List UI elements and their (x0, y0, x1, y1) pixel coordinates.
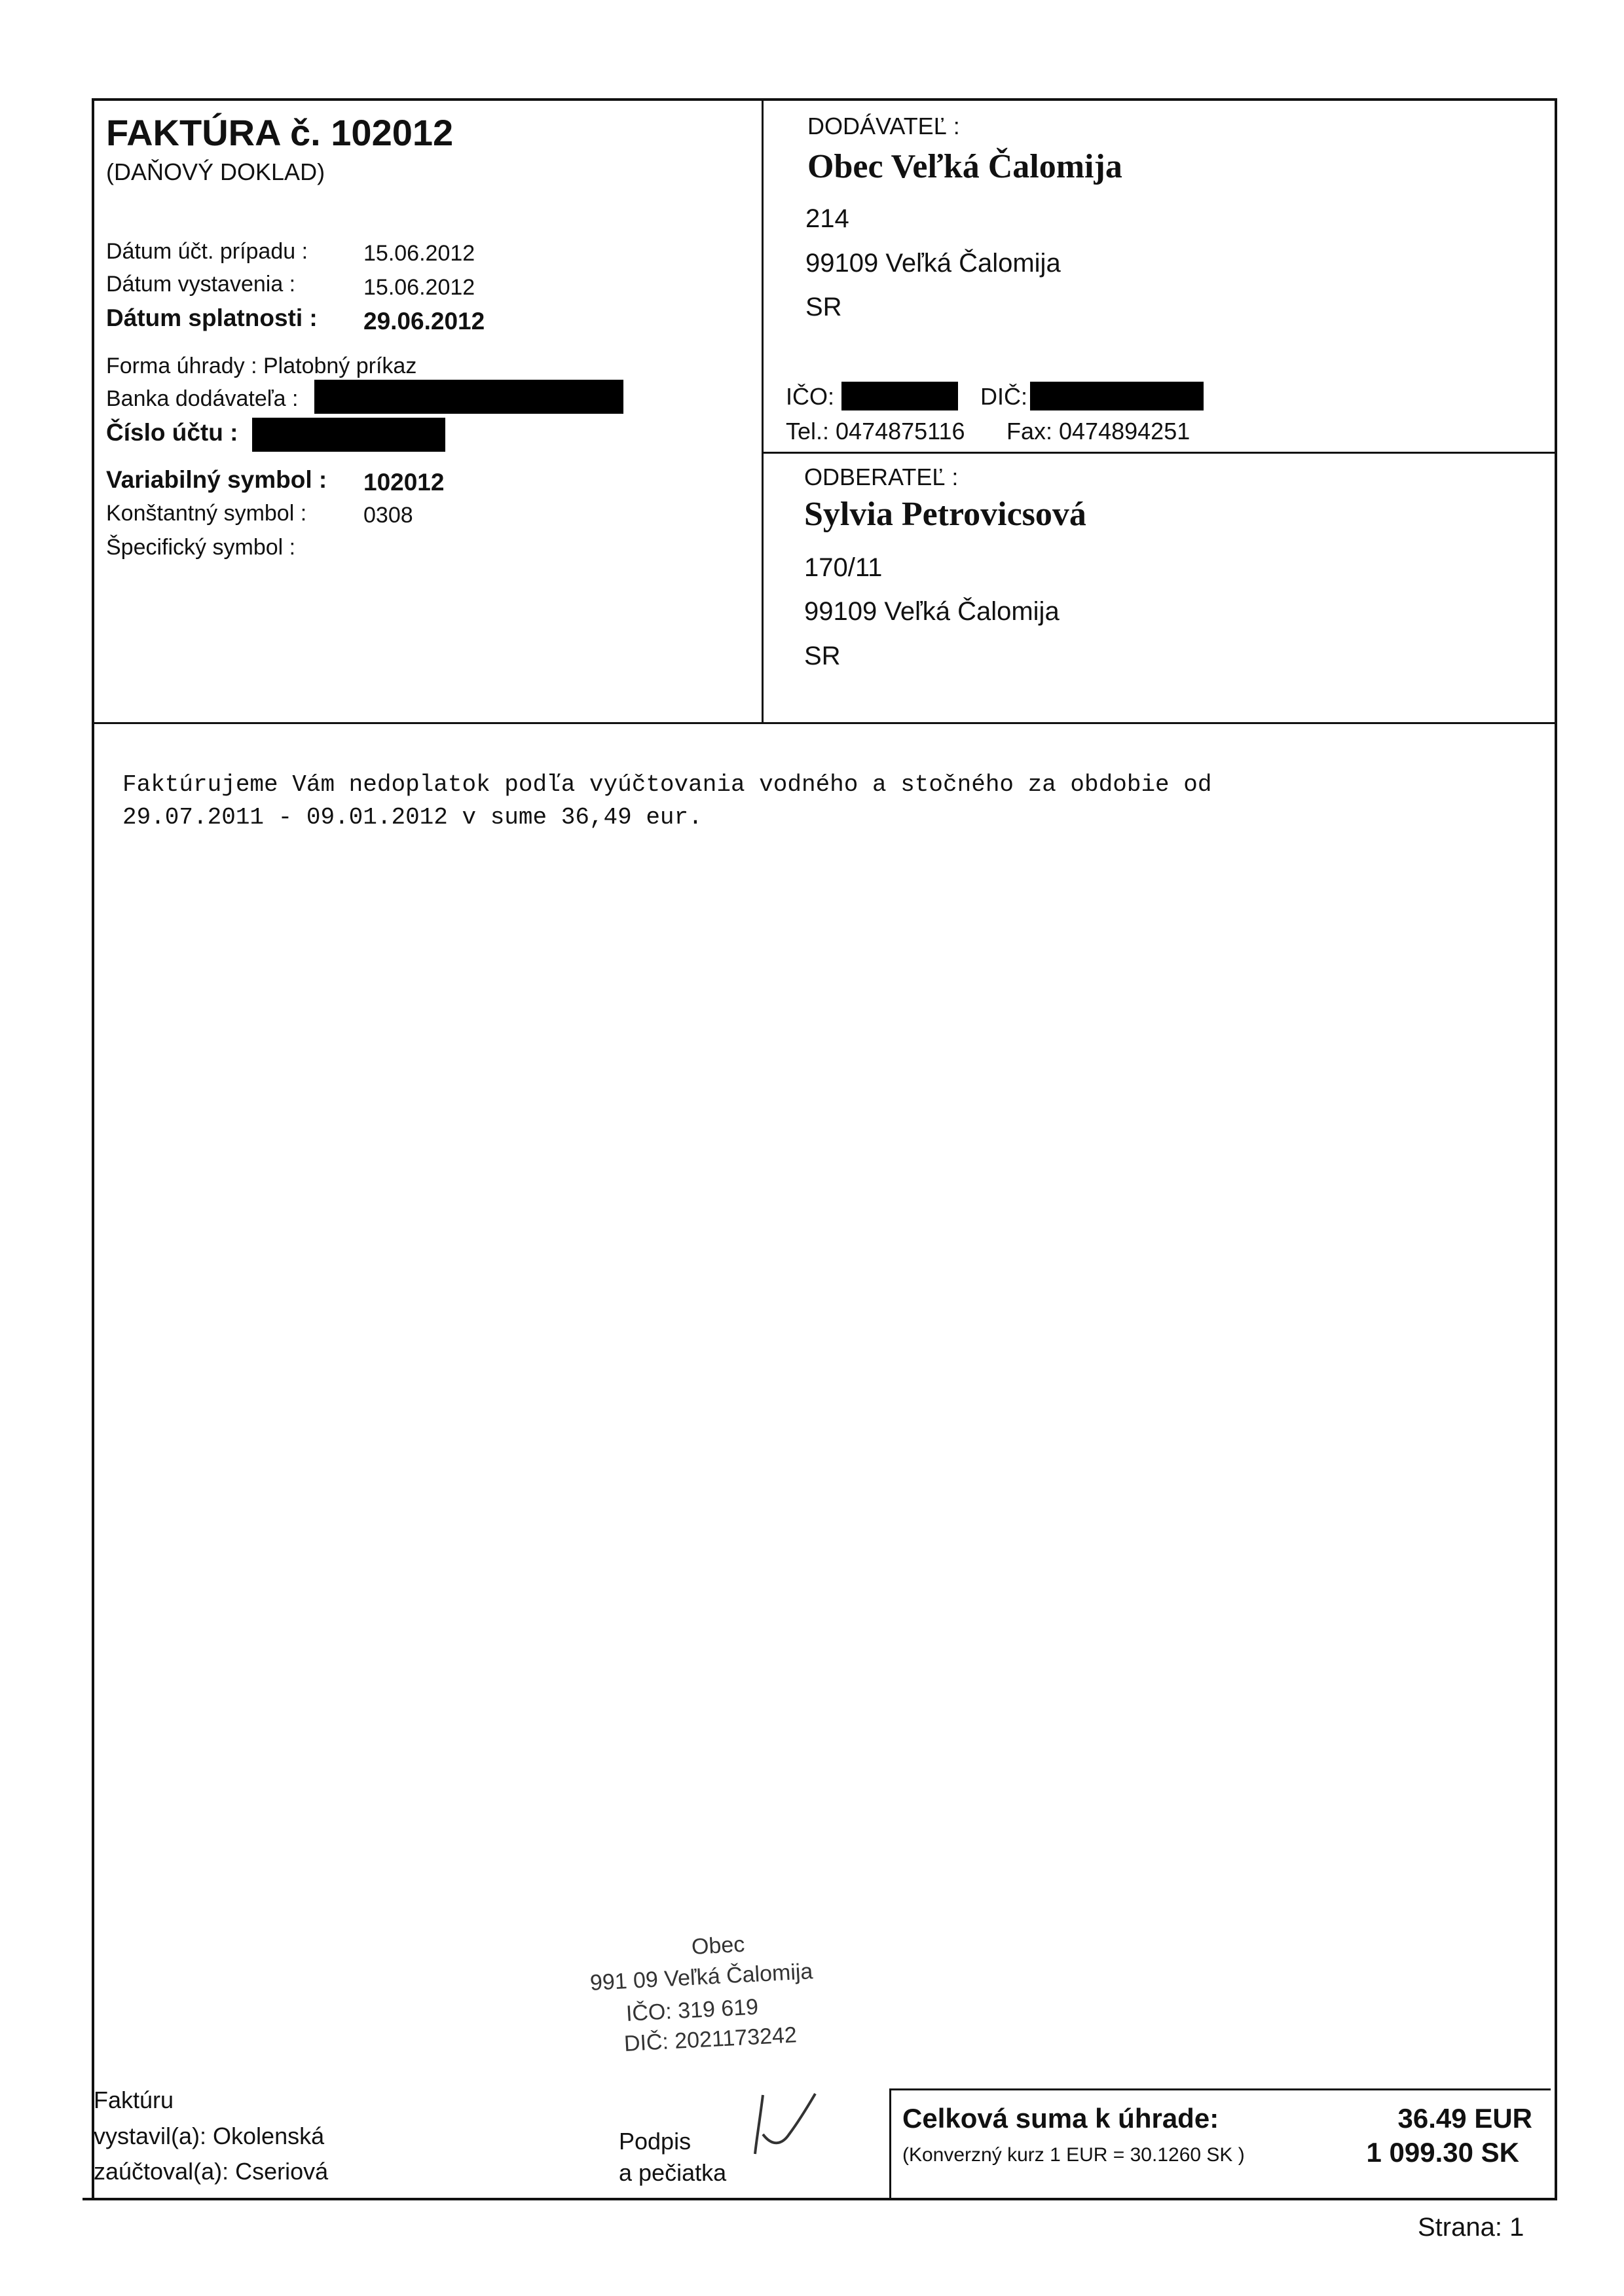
frame-left (92, 98, 94, 2200)
total-sk: 1 099.30 SK (1366, 2137, 1519, 2168)
signature-label: Podpis (619, 2128, 692, 2155)
total-label: Celková suma k úhrade: (902, 2103, 1219, 2134)
header-bottom-divider (92, 722, 1557, 724)
account-label: Číslo účtu : (106, 419, 238, 446)
supplier-ico-label: IČO: (786, 383, 835, 410)
supplier-country: SR (805, 293, 842, 321)
customer-name: Sylvia Petrovicsová (804, 496, 1086, 533)
payment-form: Forma úhrady : Platobný príkaz (106, 354, 417, 378)
customer-country: SR (804, 642, 841, 670)
supplier-tel: Tel.: 0474875116 (786, 418, 965, 445)
invoice-subtitle: (DAŇOVÝ DOKLAD) (106, 158, 325, 185)
stamp-line-4: DIČ: 2021173242 (623, 2022, 798, 2056)
variable-symbol-value: 102012 (363, 469, 445, 496)
supplier-street: 214 (805, 204, 849, 233)
dic-redaction (1030, 382, 1204, 410)
supplier-customer-divider (762, 452, 1556, 454)
bank-redaction (314, 380, 623, 414)
constant-symbol-value: 0308 (363, 503, 413, 528)
date-due-value: 29.06.2012 (363, 308, 485, 335)
date-accounting-value: 15.06.2012 (363, 241, 475, 266)
frame-top (92, 98, 1557, 101)
frame-bottom (83, 2198, 1557, 2200)
date-issued-label: Dátum vystavenia : (106, 272, 296, 297)
date-issued-value: 15.06.2012 (363, 275, 475, 300)
posted-by: zaúčtoval(a): Cseriová (94, 2158, 329, 2185)
supplier-dic-label: DIČ: (980, 383, 1027, 410)
account-redaction (252, 418, 445, 452)
issued-by: vystavil(a): Okolenská (94, 2123, 325, 2149)
supplier-city: 99109 Veľká Čalomija (805, 249, 1061, 278)
variable-symbol-label: Variabilný symbol : (106, 466, 327, 493)
totals-box-top (889, 2088, 1551, 2090)
customer-street: 170/11 (804, 553, 883, 582)
stamp-line-2: 991 09 Veľká Čalomija (589, 1959, 814, 1995)
ico-redaction (841, 382, 958, 410)
body-line-1: Faktúrujeme Vám nedoplatok podľa vyúčtovania vodného a stočného za obdobie od (122, 771, 1212, 798)
customer-heading: ODBERATEĽ : (804, 464, 959, 490)
invoice-footer-label: Faktúru (94, 2086, 174, 2113)
frame-right (1555, 98, 1557, 2200)
supplier-name: Obec Veľká Čalomija (807, 148, 1122, 185)
signature-mark (737, 2082, 835, 2167)
body-line-2: 29.07.2011 - 09.01.2012 v sume 36,49 eur. (122, 804, 703, 831)
invoice-title: FAKTÚRA č. 102012 (106, 112, 454, 153)
stamp-label: a pečiatka (619, 2159, 727, 2186)
exchange-rate: (Konverzný kurz 1 EUR = 30.1260 SK ) (902, 2144, 1245, 2166)
customer-city: 99109 Veľká Čalomija (804, 597, 1060, 626)
constant-symbol-label: Konštantný symbol : (106, 501, 307, 526)
totals-box-left (889, 2088, 891, 2200)
supplier-heading: DODÁVATEĽ : (807, 113, 960, 139)
bank-label: Banka dodávateľa : (106, 386, 299, 411)
specific-symbol-label: Špecifický symbol : (106, 535, 296, 560)
header-divider-vertical (762, 98, 764, 723)
page-number: Strana: 1 (1418, 2213, 1524, 2242)
stamp-line-3: IČO: 319 619 (625, 1994, 759, 2026)
stamp-line-1: Obec (691, 1931, 746, 1959)
total-eur: 36.49 EUR (1397, 2103, 1532, 2134)
date-due-label: Dátum splatnosti : (106, 304, 318, 331)
date-accounting-label: Dátum účt. prípadu : (106, 239, 308, 264)
supplier-fax: Fax: 0474894251 (1006, 418, 1190, 445)
